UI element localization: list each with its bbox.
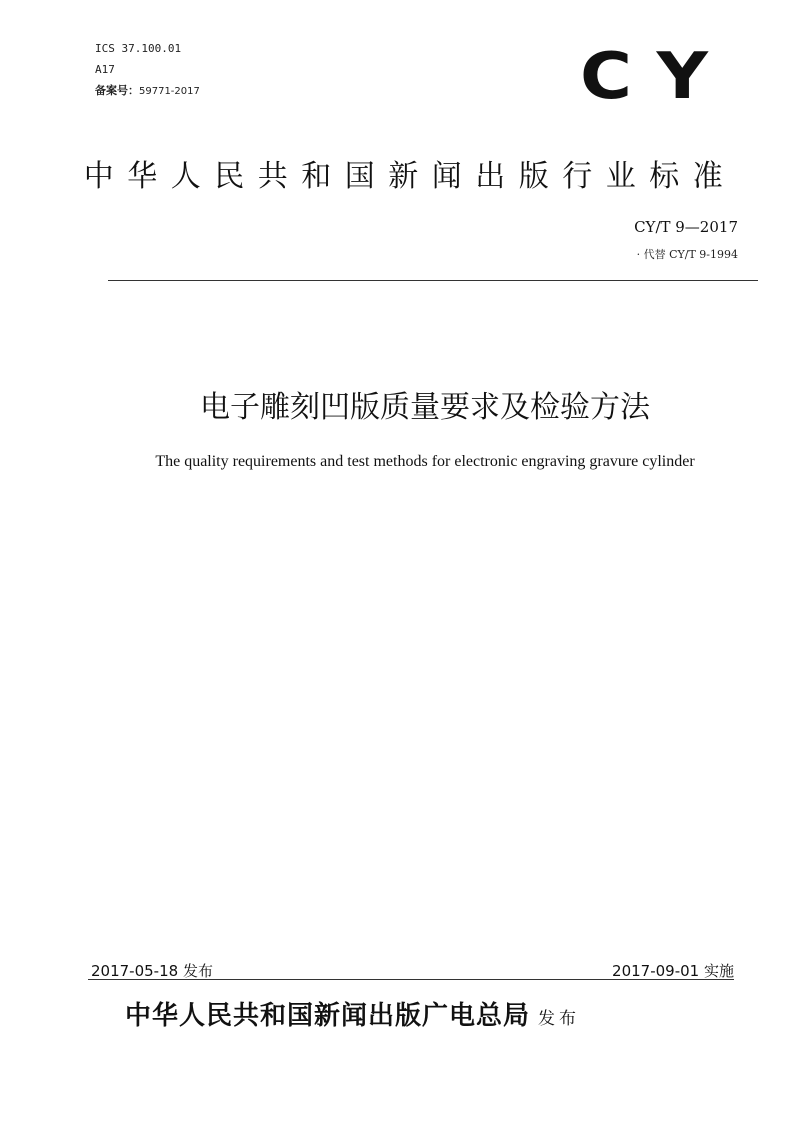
record-label: 备案号： [95, 84, 139, 97]
document-title-cn: 电子雕刻凹版质量要求及检验方法 [200, 390, 650, 425]
replaces-note: · 代替 CY/T 9-1994 [636, 248, 738, 261]
record-value: 59771-2017 [139, 86, 200, 97]
footer-divider [88, 979, 734, 980]
ccs-code: A17 [95, 63, 115, 76]
publish-date: 2017-05-18 发布 [91, 962, 213, 980]
standard-code: CY/T 9—2017 [634, 218, 738, 236]
implement-date: 2017-09-01 实施 [612, 962, 734, 980]
cy-logo-text: C Y [580, 42, 709, 104]
ics-code: ICS 37.100.01 [95, 42, 182, 55]
issue-suffix: 发布 [538, 1009, 581, 1029]
header-divider [108, 280, 758, 281]
document-title-en: The quality requirements and test methods for electronic engraving gravure cylinder [155, 453, 695, 470]
issuer-name: 中华人民共和国新闻出版广电总局 [125, 1001, 531, 1031]
issuer-line [125, 995, 580, 1032]
record-number [95, 85, 200, 97]
cy-logo [578, 42, 710, 104]
standard-category-title: 中华人民共和国新闻出版行业标准 [83, 159, 737, 194]
